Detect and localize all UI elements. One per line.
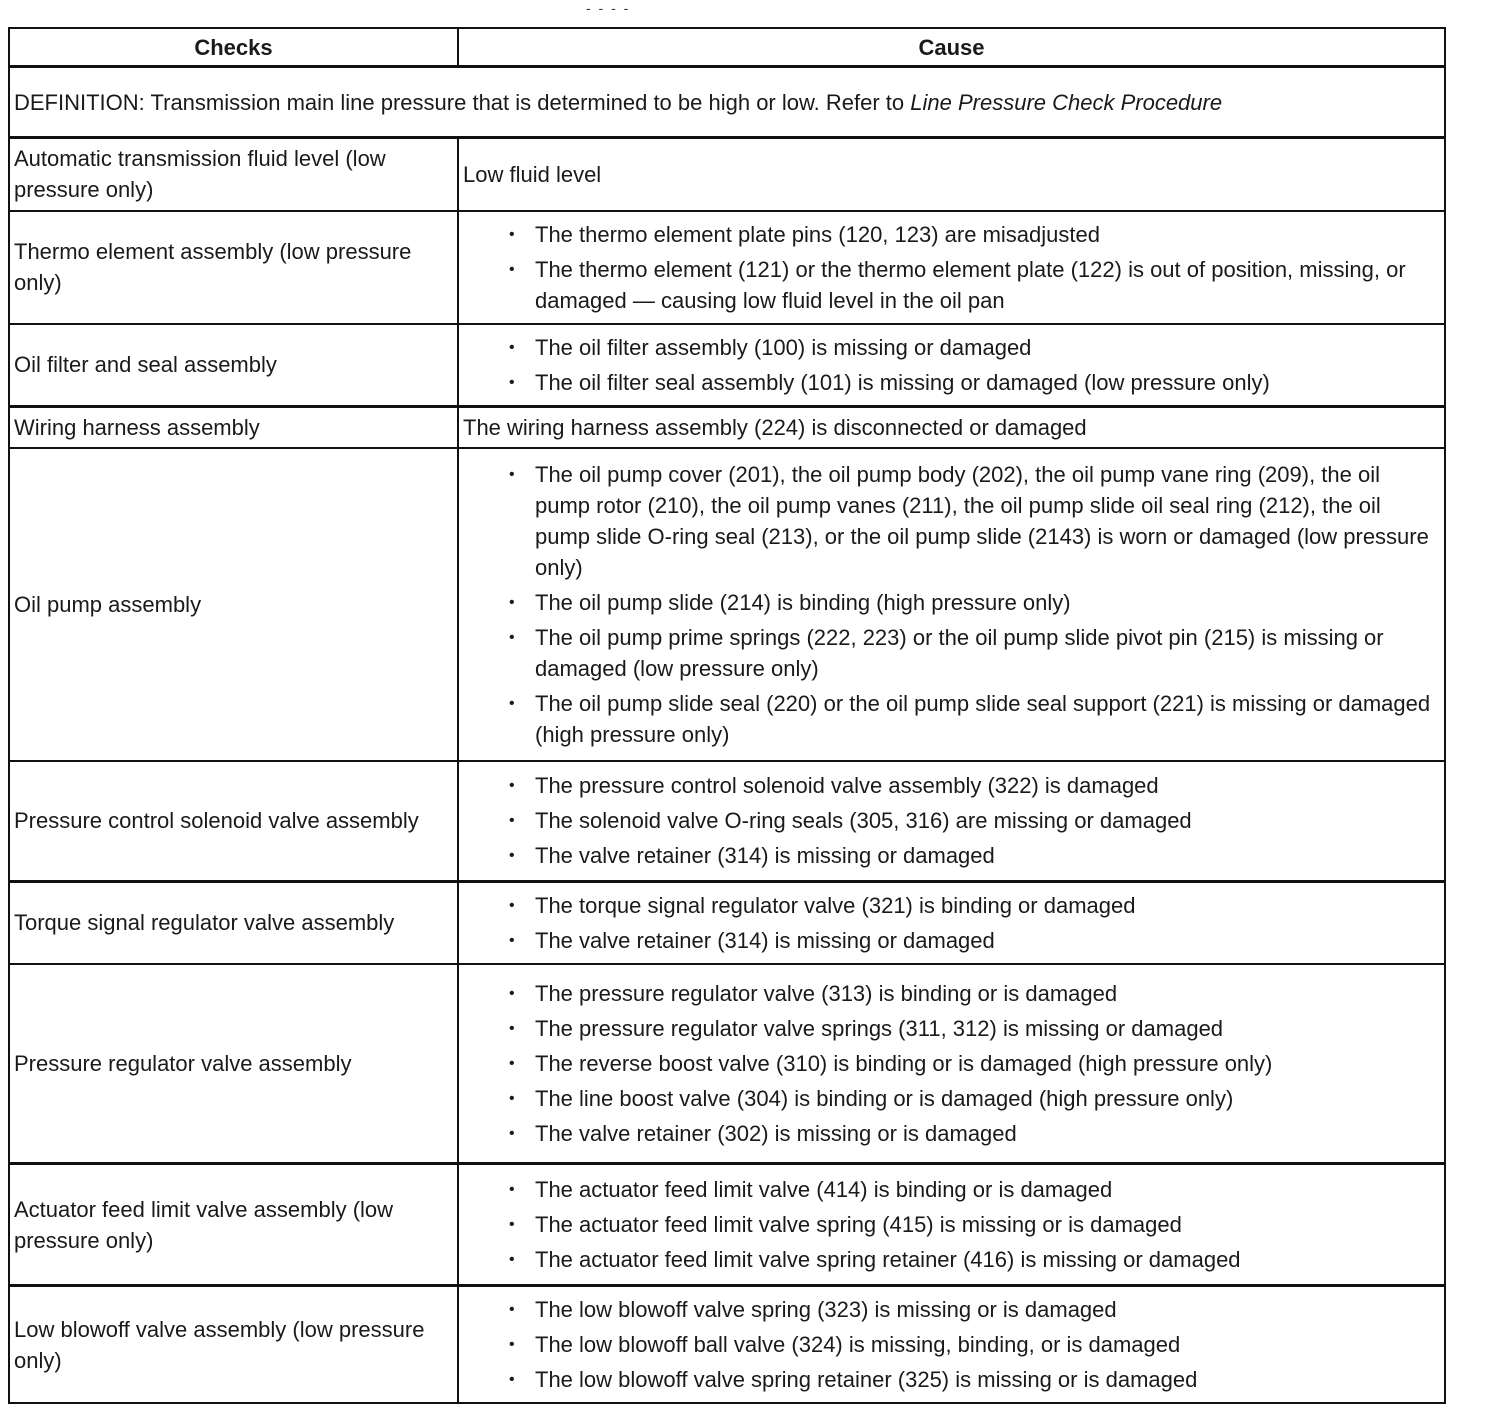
cause-item: • The actuator feed limit valve spring (415) is missing or is damaged	[463, 1209, 1438, 1240]
cause-item: • The low blowoff valve spring (323) is missing or is damaged	[463, 1294, 1438, 1325]
check-cell: Low blowoff valve assembly (low pressure only)	[9, 1286, 458, 1404]
cause-item: • The valve retainer (302) is missing or is damaged	[463, 1118, 1438, 1149]
cause-item: • The pressure control solenoid valve assembly (322) is damaged	[463, 770, 1438, 801]
cause-header: Cause	[458, 28, 1445, 67]
table-row	[9, 448, 1445, 761]
cause-item: • The low blowoff ball valve (324) is missing, binding, or is damaged	[463, 1329, 1438, 1360]
cause-cell	[458, 448, 1445, 761]
cause-cell	[458, 881, 1445, 964]
check-cell: Thermo element assembly (low pressure only)	[9, 211, 458, 324]
cause-cell	[458, 761, 1445, 881]
cause-item: • The oil pump slide seal (220) or the oil pump slide seal support (221) is missing or damaged (high pressure only)	[463, 688, 1438, 750]
cause-item: • The oil pump slide (214) is binding (high pressure only)	[463, 587, 1438, 618]
cause-cell: The wiring harness assembly (224) is disconnected or damaged	[458, 406, 1445, 448]
cause-item: • The valve retainer (314) is missing or damaged	[463, 840, 1438, 871]
check-cell: Pressure control solenoid valve assembly	[9, 761, 458, 881]
cause-item: • The actuator feed limit valve (414) is binding or is damaged	[463, 1174, 1438, 1205]
definition-row	[9, 67, 1445, 138]
cause-item: • The reverse boost valve (310) is binding or is damaged (high pressure only)	[463, 1048, 1438, 1079]
line-pressure-procedure-reference: Line Pressure Check Procedure	[910, 89, 1223, 115]
table-row	[9, 761, 1445, 881]
table-row	[9, 406, 1445, 448]
cause-item: • The low blowoff valve spring retainer (325) is missing or is damaged	[463, 1364, 1438, 1395]
cause-item: • The pressure regulator valve (313) is binding or is damaged	[463, 978, 1438, 1009]
table-row	[9, 964, 1445, 1164]
cause-item: • The thermo element plate pins (120, 123) are misadjusted	[463, 219, 1438, 250]
cause-cell	[458, 964, 1445, 1164]
cause-item: • The actuator feed limit valve spring retainer (416) is missing or damaged	[463, 1244, 1438, 1275]
cause-cell	[458, 1286, 1445, 1404]
cause-cell	[458, 211, 1445, 324]
definition-cell	[9, 67, 1445, 138]
check-cell: Automatic transmission fluid level (low pressure only)	[9, 138, 458, 211]
table-row	[9, 1164, 1445, 1286]
cause-item: • The oil filter assembly (100) is missing or damaged	[463, 332, 1438, 363]
cause-item: • The oil filter seal assembly (101) is missing or damaged (low pressure only)	[463, 367, 1438, 398]
check-cell: Actuator feed limit valve assembly (low pressure only)	[9, 1164, 458, 1286]
table-row	[9, 1286, 1445, 1404]
table-row	[9, 211, 1445, 324]
table-row	[9, 138, 1445, 211]
cause-item: • The thermo element (121) or the thermo element plate (122) is out of position, missing, or damaged — causing low fluid level in the oil pan	[463, 254, 1438, 316]
cause-item: • The torque signal regulator valve (321) is binding or damaged	[463, 890, 1438, 921]
cause-cell	[458, 324, 1445, 407]
check-cell: Oil pump assembly	[9, 448, 458, 761]
cause-item: • The pressure regulator valve springs (311, 312) is missing or damaged	[463, 1013, 1438, 1044]
check-cell: Wiring harness assembly	[9, 406, 458, 448]
check-cell: Pressure regulator valve assembly	[9, 964, 458, 1164]
check-cell: Torque signal regulator valve assembly	[9, 881, 458, 964]
cause-cell: Low fluid level	[458, 138, 1445, 211]
diagnostic-table	[8, 27, 1446, 1404]
definition-text: DEFINITION: Transmission main line pressure that is determined to be high or low. Refer to	[14, 89, 911, 115]
cause-item: • The line boost valve (304) is binding or is damaged (high pressure only)	[463, 1083, 1438, 1114]
checks-header: Checks	[9, 28, 458, 67]
table-row	[9, 881, 1445, 964]
cause-item: • The valve retainer (314) is missing or damaged	[463, 925, 1438, 956]
page-top-mark: - - - -	[586, 0, 631, 16]
cause-item: • The solenoid valve O-ring seals (305, 316) are missing or damaged	[463, 805, 1438, 836]
cause-item: • The oil pump prime springs (222, 223) or the oil pump slide pivot pin (215) is missing or damaged (low pressure only)	[463, 622, 1438, 684]
cause-cell	[458, 1164, 1445, 1286]
check-cell: Oil filter and seal assembly	[9, 324, 458, 407]
cause-item: • The oil pump cover (201), the oil pump body (202), the oil pump vane ring (209), the oil pump rotor (210), the oil pump vanes (211), the oil pump slide oil seal ring (212), the oil pump slide O-ring seal (213), or the oil pump slide (2143) is worn or damaged (low pressure only)	[463, 459, 1438, 583]
table-row	[9, 324, 1445, 407]
